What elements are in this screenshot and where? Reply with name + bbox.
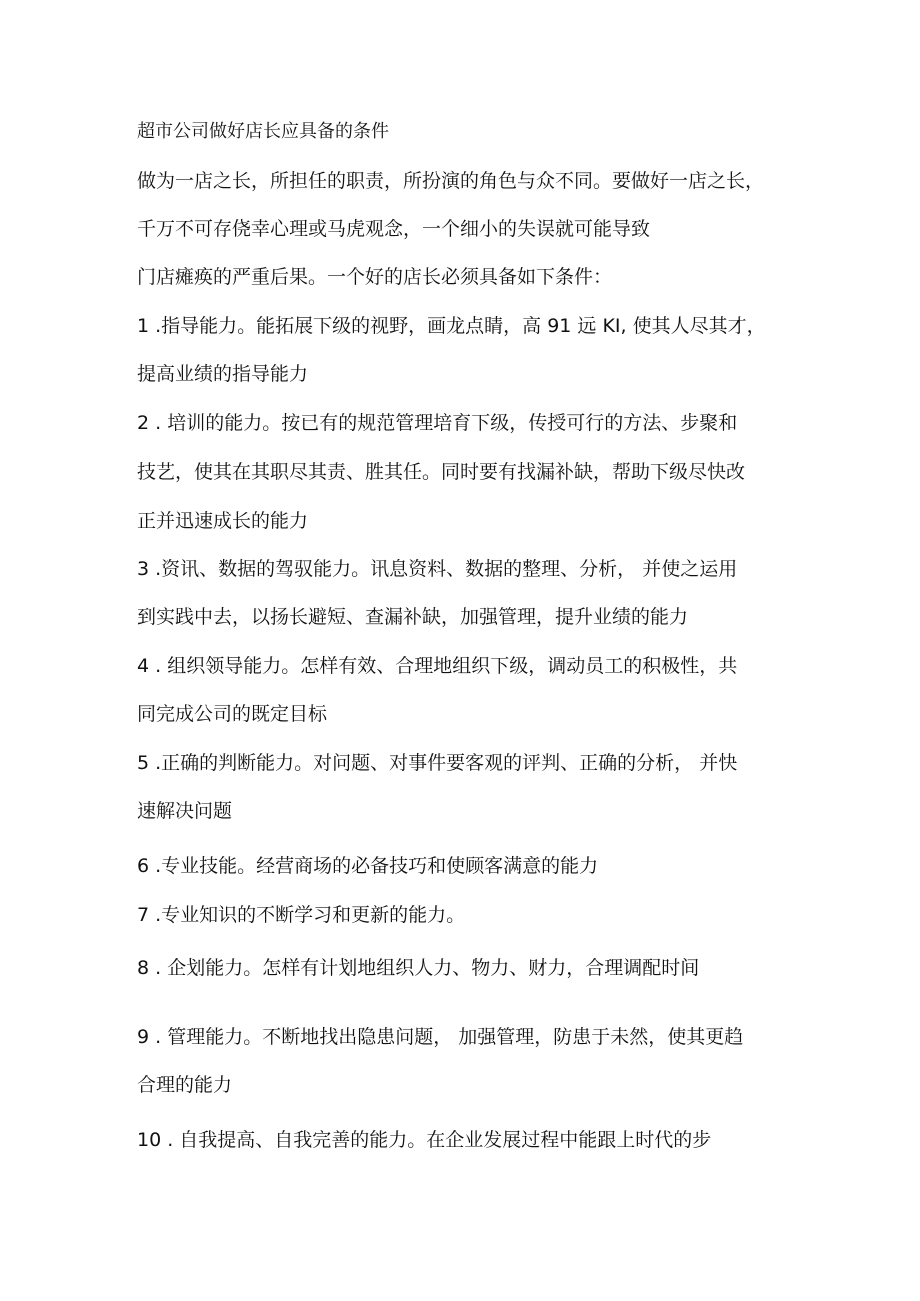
list-item-8: 8 . 企划能力。怎样有计划地组织人力、物力、财力，合理调配时间 (137, 957, 700, 979)
text-line: 同完成公司的既定目标 (137, 703, 328, 725)
text-line: 门店瘫痪的严重后果。一个好的店长必须具备如下条件： (137, 266, 613, 288)
list-item-9: 9 . 管理能力。不断地找出隐患问题， 加强管理，防患于未然，使其更趋 (137, 1026, 744, 1048)
list-item-7: 7 .专业知识的不断学习和更新的能力。 (137, 904, 466, 926)
text-line: 正并迅速成长的能力 (137, 510, 309, 532)
text-line: 千万不可存侥幸心理或马虎观念，一个细小的失误就可能导致 (137, 218, 651, 240)
text-line: 做为一店之长，所担任的职责，所扮演的角色与众不同。要做好一店之长， (137, 170, 765, 192)
list-item-2: 2 . 培训的能力。按已有的规范管理培育下级，传授可行的方法、步聚和 (137, 412, 738, 434)
list-item-1: 1 .指导能力。能拓展下级的视野，画龙点睛，高 91 远 KI, 使其人尽其才， (137, 315, 766, 337)
text-line: 到实践中去，以扬长避短、查漏补缺，加强管理，提升业绩的能力 (137, 606, 689, 628)
text-line: 技艺，使其在其职尽其责、胜其任。同时要有找漏补缺，帮助下级尽快改 (137, 461, 746, 483)
text-line: 合理的能力 (137, 1074, 233, 1096)
list-item-5: 5 .正确的判断能力。对问题、对事件要客观的评判、正确的分析， 并快 (137, 752, 738, 774)
text-line: 提高业绩的指导能力 (137, 363, 309, 385)
list-item-10: 10 . 自我提高、自我完善的能力。在企业发展过程中能跟上时代的步 (137, 1129, 712, 1151)
list-item-3: 3 .资讯、数据的驾驭能力。讯息资料、数据的整理、分析， 并使之运用 (137, 558, 738, 580)
text-line: 速解决问题 (137, 800, 233, 822)
list-item-6: 6 .专业技能。经营商场的必备技巧和使顾客满意的能力 (137, 855, 599, 877)
list-item-4: 4 . 组织领导能力。怎样有效、合理地组织下级，调动员工的积极性，共 (137, 655, 738, 677)
document-title: 超市公司做好店长应具备的条件 (137, 121, 389, 142)
